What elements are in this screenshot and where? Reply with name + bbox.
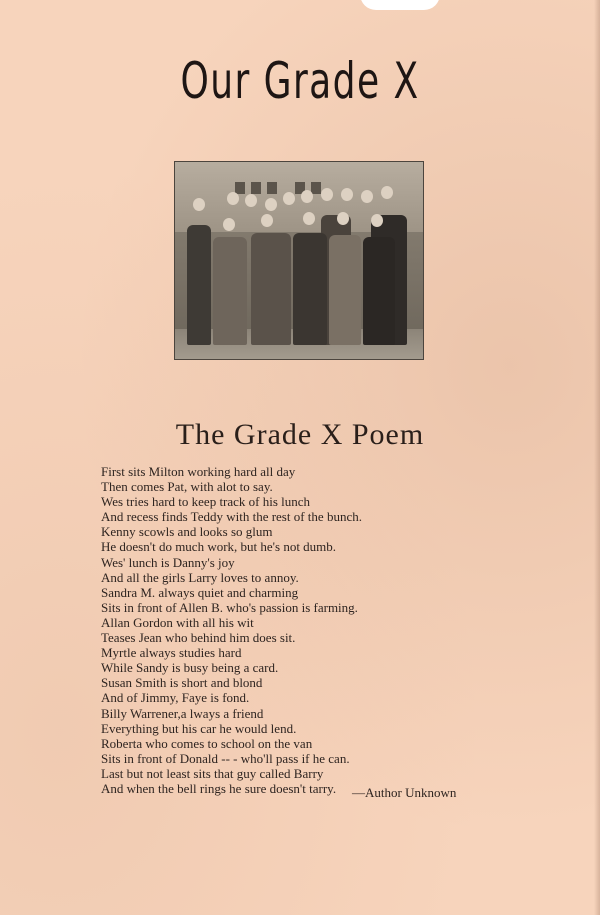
photo-window [251, 182, 261, 194]
poem-body [101, 464, 461, 796]
photo-person [329, 235, 361, 345]
poem-line: And recess finds Teddy with the rest of the bunch. [101, 509, 362, 525]
poem-line: Teases Jean who behind him does sit. [101, 630, 296, 646]
photo-person [223, 218, 235, 231]
poem-line: While Sandy is busy being a card. [101, 660, 279, 676]
photo-person [187, 225, 211, 345]
poem-line: Sits in front of Allen B. who's passion is farming. [101, 599, 358, 615]
poem-line: Allan Gordon with all his wit [101, 614, 254, 630]
photo-person [363, 237, 395, 345]
poem-line: Last but not least sits that guy called Barry [101, 765, 324, 781]
photo-window [267, 182, 277, 194]
page-edge-shadow [594, 0, 600, 915]
photo-person [321, 188, 333, 201]
photo-person [361, 190, 373, 203]
torn-corner [360, 0, 440, 10]
photo-person [381, 186, 393, 199]
poem-line: And all the girls Larry loves to annoy. [101, 569, 299, 585]
poem-line: Wes' lunch is Danny's joy [101, 554, 235, 570]
poem-line: First sits Milton working hard all day [101, 464, 296, 479]
poem-line: Then comes Pat, with alot to say. [101, 479, 273, 495]
photo-person [261, 214, 273, 227]
photo-person [283, 192, 295, 205]
photo-person [193, 198, 205, 211]
photo-window [235, 182, 245, 194]
poem-line: Sandra M. always quiet and charming [101, 584, 299, 600]
photo-person [213, 237, 247, 345]
class-photo [174, 161, 424, 360]
photo-person [293, 233, 327, 345]
photo-person [227, 192, 239, 205]
photo-window [311, 182, 321, 194]
photo-person [245, 194, 257, 207]
poem-author: —Author Unknown [352, 785, 457, 800]
photo-person [301, 190, 313, 203]
poem-line: Everything but his car he would lend. [101, 720, 297, 736]
photo-person [251, 233, 291, 345]
photo-person [337, 212, 349, 225]
photo-person [341, 188, 353, 201]
page-title: Our Grade X [180, 52, 420, 110]
poem-line: And of Jimmy, Faye is fond. [101, 690, 250, 706]
poem-line: He doesn't do much work, but he's not dumb. [101, 539, 337, 555]
poem-line: Billy Warrener,a lways a friend [101, 705, 264, 721]
photo-person [371, 214, 383, 227]
photo-person [303, 212, 315, 225]
poem-line: Kenny scowls and looks so glum [101, 524, 273, 540]
photo-person [265, 198, 277, 211]
poem-title: The Grade X Poem [175, 418, 425, 451]
poem-line: Susan Smith is short and blond [101, 675, 263, 691]
poem-line: Sits in front of Donald -- - who'll pass if he can. [101, 750, 350, 766]
poem-line: And when the bell rings he sure doesn't tarry. [101, 780, 337, 796]
poem-line: Myrtle always studies hard [101, 645, 242, 661]
poem-line: Roberta who comes to school on the van [101, 735, 313, 751]
poem-line: Wes tries hard to keep track of his lunch [101, 494, 311, 510]
